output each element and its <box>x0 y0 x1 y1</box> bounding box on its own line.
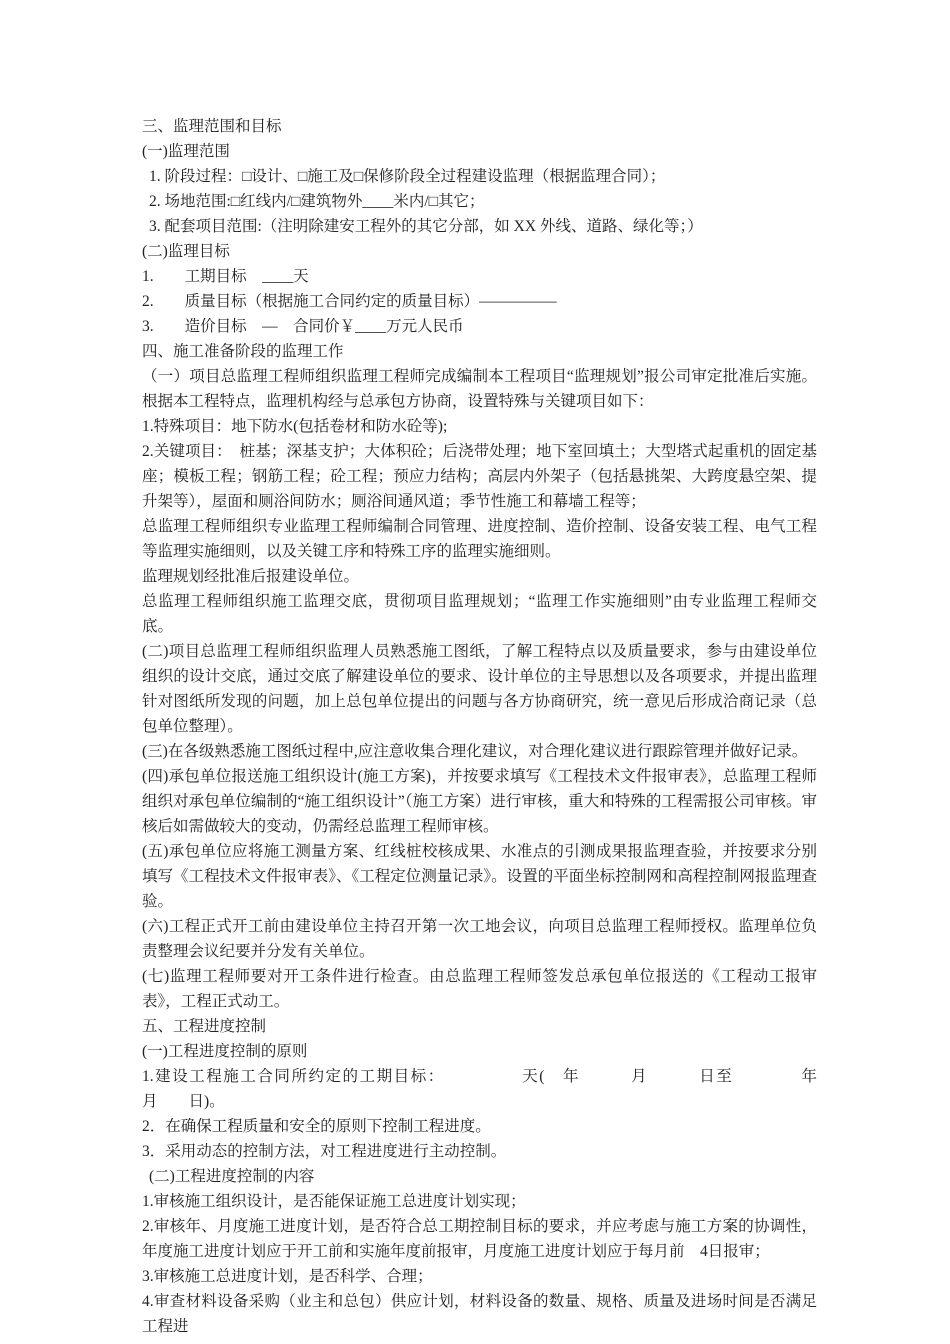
paragraph-commencement-check: (七)监理工程师要对开工条件进行检查。由总监理工程师签发总承包单位报送的《工程动工报审表》，工程正式动工。 <box>142 968 817 1010</box>
list-item-dynamic-control: 3．采用动态的控制方法，对工程进度进行主动控制。 <box>142 1143 507 1160</box>
list-item-quality-safety-principle: 2．在确保工程质量和安全的原则下控制工程进度。 <box>142 1118 491 1135</box>
section-heading-preparation-stage: 四、施工准备阶段的监理工作 <box>142 343 344 360</box>
list-item-contract-schedule-goal: 1.建设工程施工合同所约定的工期目标： 天( 年 月 日至 年 月 日)。 <box>142 1068 864 1110</box>
section-heading-scope-and-goals: 三、监理范围和目标 <box>142 118 282 135</box>
subsection-heading-scope: (一)监理范围 <box>142 143 230 160</box>
paragraph-rationalization-suggestions: (三)在各级熟悉施工图纸过程中,应注意收集合理化建议，对合理化建议进行跟踪管理并做好记录。 <box>142 743 808 760</box>
list-item-special-projects: 1.特殊项目：地下防水(包括卷材和防水砼等); <box>142 418 448 435</box>
list-item-key-projects: 2.关键项目： 桩基；深基支护；大体积砼；后浇带处理；地下室回填土；大型塔式起重机的固定基座；模板工程；钢筋工程；砼工程；预应力结构；高层内外架子（包括悬挑架、大跨度悬空架、提升架等），屋面和厕浴间防水；厕浴间通风道；季节性施工和幕墙工程等； <box>142 443 817 510</box>
list-item-review-annual-monthly-plan: 2.审核年、月度施工进度计划，是否符合总工期控制目标的要求，并应考虑与施工方案的协调性，年度施工进度计划应于开工前和实施年度前报审，月度施工进度计划应于每月前 4日报审； <box>142 1218 817 1260</box>
paragraph-survey-plan: (五)承包单位应将施工测量方案、红线桩校核成果、水准点的引测成果报监理查验，并按要求分别填写《工程技术文件报审表》、《工程定位测量记录》。设置的平面坐标控制网和高程控制网报监理查验。 <box>142 843 817 910</box>
paragraph-plan-compilation: （一）项目总监理工程师组织监理工程师完成编制本工程项目“监理规划”报公司审定批准后实施。根据本工程特点，监理机构经与总承包方协商，设置特殊与关键项目如下： <box>142 368 817 410</box>
subsection-heading-goals: (二)监理目标 <box>142 243 230 260</box>
paragraph-detailed-rules: 总监理工程师组织专业监理工程师编制合同管理、进度控制、造价控制、设备安装工程、电气工程等监理实施细则，以及关键工序和特殊工序的监理实施细则。 <box>142 518 817 560</box>
paragraph-supervision-briefing: 总监理工程师组织施工监理交底，贯彻项目监理规划；“监理工作实施细则”由专业监理工程师交底。 <box>142 593 817 635</box>
list-item-schedule-goal: 1. 工期目标 ____天 <box>142 268 309 285</box>
section-heading-progress-control: 五、工程进度控制 <box>142 1018 267 1035</box>
list-item-site-range: 2. 场地范围:□红线内/□建筑物外____米内/□其它； <box>149 193 485 210</box>
subsection-heading-progress-content: (二)工程进度控制的内容 <box>149 1168 315 1185</box>
list-item-stage-process: 1. 阶段过程：□设计、□施工及□保修阶段全过程建设监理（根据监理合同）； <box>149 168 666 185</box>
list-item-supporting-projects: 3. 配套项目范围:（注明除建安工程外的其它分部，如 XX 外线、道路、绿化等；） <box>149 218 703 235</box>
paragraph-plan-approval: 监理规划经批准后报建设单位。 <box>142 568 360 585</box>
paragraph-drawing-review: (二)项目总监理工程师组织监理人员熟悉施工图纸，了解工程特点以及质量要求，参与由建设单位组织的设计交底，通过交底了解建设单位的要求、设计单位的主导思想以及各项要求，并提出监理针对图纸所发现的问题，加上总包单位提出的问题与各方协商研究，统一意见后形成洽商记录（总包单位整理）。 <box>142 643 817 735</box>
list-item-quality-goal: 2. 质量目标（根据施工合同约定的质量目标）————— <box>142 293 557 310</box>
paragraph-construction-org-design: (四)承包单位报送施工组织设计(施工方案)，并按要求填写《工程技术文件报审表》，总监理工程师组织对承包单位编制的“施工组织设计”（施工方案）进行审核，重大和特殊的工程需报公司审核。审核后如需做较大的变动，仍需经总监理工程师审核。 <box>142 768 817 835</box>
list-item-review-material-procurement: 4.审查材料设备采购（业主和总包）供应计划，材料设备的数量、规格、质量及进场时间是否满足工程进 <box>142 1293 817 1335</box>
list-item-cost-goal: 3. 造价目标 — 合同价￥____万元人民币 <box>142 318 464 335</box>
list-item-review-total-schedule: 3.审核施工总进度计划，是否科学、合理； <box>142 1268 433 1285</box>
list-item-review-org-design: 1.审核施工组织设计，是否能保证施工总进度计划实现； <box>142 1193 526 1210</box>
paragraph-first-site-meeting: (六)工程正式开工前由建设单位主持召开第一次工地会议，向项目总监理工程师授权。监理单位负责整理会议纪要并分发有关单位。 <box>142 918 817 960</box>
subsection-heading-progress-principles: (一)工程进度控制的原则 <box>142 1043 308 1060</box>
